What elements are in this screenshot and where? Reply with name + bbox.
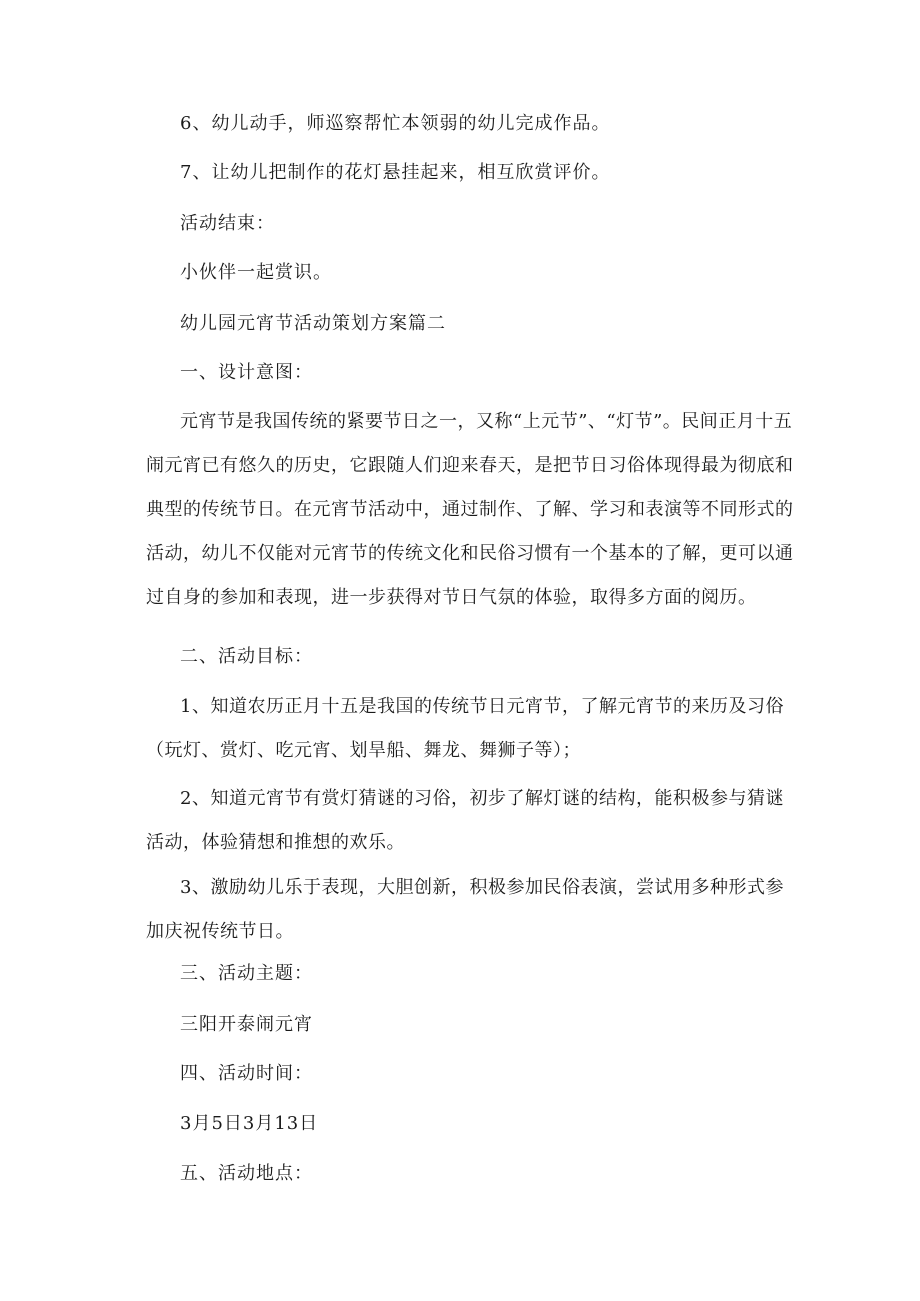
- plan-two-title: 幼儿园元宵节活动策划方案篇二: [180, 313, 446, 334]
- theme-text: 三阳开泰闹元宵: [180, 1014, 313, 1035]
- time-heading: 四、活动时间：: [180, 1063, 313, 1084]
- activity-end-heading: 活动结束：: [180, 213, 275, 234]
- time-text: 3月5日3月13日: [180, 1113, 319, 1134]
- goals-heading: 二、活动目标：: [180, 646, 313, 667]
- goal-1-text: 1、知道农历正月十五是我国的传统节日元宵节，了解元宵节的来历及习俗（玩灯、赏灯、吃元宵、划旱船、舞龙、舞狮子等）；: [146, 696, 784, 761]
- goal-2-text: 2、知道元宵节有赏灯猜谜的习俗，初步了解灯谜的结构，能积极参与猜谜活动，体验猜想和推想的欢乐。: [146, 788, 784, 853]
- goal-3-text: 3、激励幼儿乐于表现，大胆创新，积极参加民俗表演，尝试用多种形式参加庆祝传统节日。: [146, 877, 784, 942]
- intro-paragraph: 元宵节是我国传统的紧要节日之一，又称“上元节”、“灯节”。民间正月十五闹元宵已有悠久的历史，它跟随人们迎来春天，是把节日习俗体现得最为彻底和典型的传统节日。在元宵节活动中，通过制作、了解、学习和表演等不同形式的活动，幼儿不仅能对元宵节的传统文化和民俗习惯有一个基本的了解，更可以通过自身的参加和表现，进一步获得对节日气氛的体验，取得多方面的阅历。: [146, 411, 794, 608]
- step-6-text: 6、幼儿动手，师巡察帮忙本领弱的幼儿完成作品。: [180, 113, 611, 134]
- step-7-text: 7、让幼儿把制作的花灯悬挂起来，相互欣赏评价。: [180, 162, 611, 183]
- place-heading: 五、活动地点：: [180, 1163, 313, 1184]
- activity-end-text: 小伙伴一起赏识。: [180, 262, 332, 283]
- design-intent-heading: 一、设计意图：: [180, 362, 313, 383]
- theme-heading: 三、活动主题：: [180, 963, 313, 984]
